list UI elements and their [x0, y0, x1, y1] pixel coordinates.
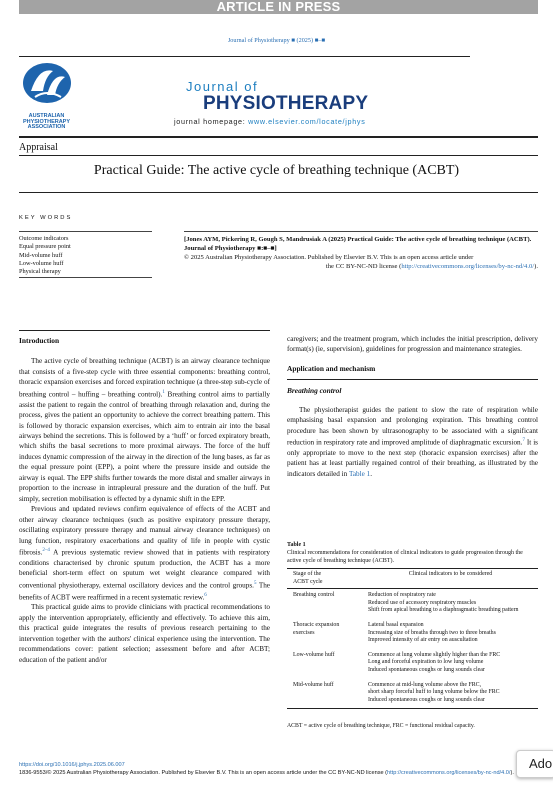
table-row: [287, 679, 538, 709]
table-cell-indicators: Reduction of respiratory rate Reduced use of accessory respiratory muscles Shift from apical breathing to a diaphragmatic breathing pattern: [368, 592, 519, 614]
citation-reference: [Jones AYM, Pickering R, Gough S, Mandrusiak A (2025) Practical Guide: The active cycle of breathing technique (ACBT). Journal of Physiotherapy ■:■–■]: [184, 236, 532, 252]
homepage-link[interactable]: www.elsevier.com/locate/jphys: [248, 117, 366, 126]
keywords-rule-bottom: [19, 277, 152, 278]
introduction-heading: Introduction: [19, 336, 60, 345]
table-cell-stage: Breathing control: [293, 592, 335, 599]
table-row: [287, 649, 538, 679]
ref-link[interactable]: 1: [162, 389, 165, 395]
table-1-link[interactable]: Table 1: [348, 469, 371, 478]
journal-citation-header: Journal of Physiotherapy ■ (2025) ■–■: [227, 37, 326, 44]
table-cell-stage: Mid-volume huff: [287, 679, 362, 709]
logo-text-line-2: PHYSIOTHERAPY: [22, 118, 71, 125]
section-label: Appraisal: [19, 142, 58, 153]
intro-paragraph-3: This practical guide aims to provide clinicians with practical recommendations to apply the intervention appropriately, efficiently and effectively. To achieve this aim, this practical guide integrates the results of previous research pertaining to the intervention together with the authors' clinical experience using the intervention. The recommendations cover: patient selection; assessment before and after ACBT; education of the patient and/or: [19, 603, 270, 664]
citation-block: [184, 236, 538, 272]
table-row: [287, 619, 538, 649]
table-cell-indicators: Commence at mid-lung volume above the FRC, short sharp forceful huff to lung volume below the FRC Induced spontaneous coughs or lung sounds clear: [362, 679, 538, 709]
keyword-item: Mid-volume huff: [19, 251, 63, 259]
license-suffix: ).: [534, 262, 538, 270]
right-column: [287, 334, 538, 479]
breathing-control-paragraph: The physiotherapist guides the patient to slow the rate of respiration while emphasising basal expansion and prolonging expiration. This breathing control procedure has been shown by ultrasonography to be associated with a significant reduction in respiratory rate and improved amplitude of diaphragmatic excursion.$^7$ It is only appropriate to move to the next step (thoracic expansion exercises) after the patient has at least partially regained control of their breathing, as illustrated by the indicators detailed in Table 1.: [287, 405, 538, 478]
right-paragraph-0: caregivers; and the treatment program, which includes the initial prescription, delivery format(s) (ie, supervision), guidelines for progression and maintenance strategies.: [287, 335, 538, 354]
title-rule-top: [19, 155, 538, 156]
keywords-list: [19, 235, 71, 276]
table-cell-indicators: Lateral basal expansion Increasing size of breaths through two to three breaths Improved intensity of air entry on auscultation: [368, 621, 496, 644]
table-label: Table 1: [287, 542, 306, 548]
adobe-overlay-button[interactable]: Ado: [516, 750, 553, 778]
ref-link[interactable]: 7: [522, 438, 525, 444]
ref-link[interactable]: 5: [253, 580, 257, 586]
intro-paragraph-1: The active cycle of breathing technique (ACBT) is an airway clearance technique that consists of a five-step cycle with three essential components: breathing control, thoracic expansion exercises and forced expiration technique (a three-step sub-cycle of breathing control – huffing – breathing control).$^1$ Breathing control aims to partially assist the patient to regain the control of breathing through relaxation and, during the process, gives the patient an opportunity to achieve the correct breathing pattern. This is followed by thoracic expansion exercises, which aim to entrain air into the basal airways behind the secretions. This is followed by a ‘huff’ or forced expiratory breath, which shifts the basal secretions to more proximal airways. The force of the huff induces dynamic compression of the airway in the direction of the lung bases, as far as the equal pressure point (EPP), a point where the pressure inside and outside the airway is equal. The EPP shifts further towards the more distal and smaller airways in proportion to the increase in intrapleural pressure and the duration of the huff. Put simply, secretion mobilisation is effected by a dynamic shift in the EPP.: [19, 357, 270, 503]
citation-license: [184, 263, 538, 272]
table-cell-stage: Thoracic expansion exercises: [293, 621, 340, 636]
doi-link[interactable]: https://doi.org/10.1016/j.jphys.2025.06.007: [19, 762, 125, 768]
table-footnote: ACBT = active cycle of breathing technique, FRC = functional residual capacity.: [287, 723, 475, 729]
table-header-row: [287, 569, 538, 589]
apa-logo-icon: [19, 61, 74, 109]
table-header-indicators: Clinical indicators to be considered: [362, 569, 538, 589]
table-cell-stage: Low-volume huff: [293, 651, 335, 658]
body-rule-left: [19, 330, 270, 331]
table-header-stage: Stage of the ACBT cycle: [287, 569, 362, 589]
table-cell-indicators: Commence at lung volume slightly higher than the FRC Long and forceful expiration to low lung volume Induced spontaneous coughs or lung sounds clear: [368, 651, 501, 673]
keyword-item: Outcome indicators: [19, 235, 69, 242]
header-rule-top: [19, 56, 470, 57]
table-caption: [287, 541, 538, 565]
license-prefix: the CC BY-NC-ND license (: [325, 262, 402, 270]
table-row: [287, 589, 538, 619]
page-footer: [19, 761, 538, 777]
logo-text-line-1: AUSTRALIAN: [28, 113, 65, 119]
journal-title-line-1: Journal of: [186, 79, 259, 94]
keywords-rule: [19, 231, 152, 232]
title-rule-bottom: [19, 192, 538, 193]
ref-link[interactable]: 2–4: [42, 548, 50, 553]
ref-link[interactable]: 6: [204, 592, 207, 598]
table-1: [287, 568, 538, 709]
keyword-item: Physical therapy: [19, 268, 61, 276]
intro-paragraph-2: Previous and updated reviews confirm equivalence of effects of the ACBT and other airway clearance techniques (such as positive expiratory pressure therapy, oscillating expiratory pressure therapy and manual airway clearance techniques) on lung function, respiratory exacerbations and quality of life in people with cystic fibrosis.$^{2-4}$ A previous systematic review showed that in patients with respiratory conditions characterised by chronic sputum production, the ACBT has a more beneficial short-term effect on sputum wet weight clearance compared with conventional physiotherapy, external oscillatory devices and the control groups.$^5$ The benefits of ACBT were reaffirmed in a recent systematic review.$^6$: [19, 505, 270, 601]
header-rule-bottom: [19, 136, 538, 138]
citation-rule-top: [184, 231, 538, 232]
breathing-control-subheading: Breathing control: [287, 386, 342, 396]
keywords-heading: KEY WORDS: [19, 215, 73, 221]
logo-text-line-3: ASSOCIATION: [27, 124, 66, 131]
keyword-item: Equal pressure point: [19, 243, 71, 251]
journal-title-line-2: PHYSIOTHERAPY: [203, 93, 369, 114]
application-rule: [287, 379, 538, 380]
apa-logo: [19, 61, 74, 129]
table-caption-text: Clinical recommendations for consideration of clinical indicators to guide progression through the active cycle of breathing technique (ACBT).: [287, 550, 523, 564]
journal-homepage: [174, 117, 366, 126]
footer-license-link[interactable]: http://creativecommons.org/licenses/by-nc-nd/4.0/: [387, 770, 511, 777]
article-title: Practical Guide: The active cycle of breathing technique (ACBT): [93, 163, 460, 178]
citation-copyright: © 2025 Australian Physiotherapy Association. Published by Elsevier B.V. This is an open access article under: [184, 253, 474, 261]
application-heading: Application and mechanism: [287, 363, 376, 373]
license-link[interactable]: http://creativecommons.org/licenses/by-nc-nd/4.0/: [401, 262, 535, 270]
article-in-press-banner: ARTICLE IN PRESS: [19, 0, 538, 14]
left-column: [19, 336, 270, 665]
homepage-label: journal homepage:: [174, 117, 249, 126]
keyword-item: Low-volume huff: [19, 259, 64, 267]
footer-license: 1836-9553/© 2025 Australian Physiotherapy Association. Published by Elsevier B.V. This is an open access article under the CC BY-NC-ND license (http://creativecommons.org/licenses/by-nc-nd/4.0/).: [19, 770, 514, 777]
